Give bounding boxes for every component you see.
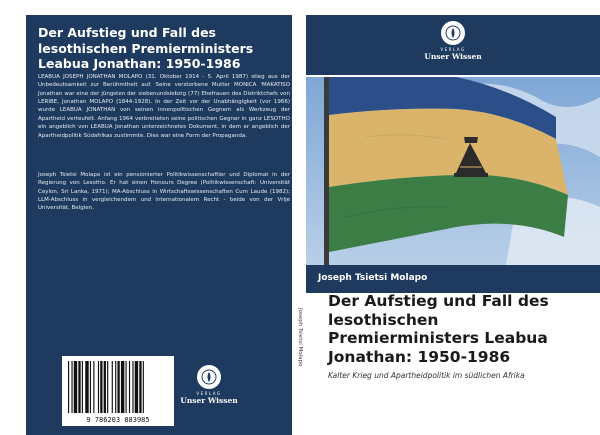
front-title-line: Premierministers Leabua [328, 329, 548, 348]
front-cover-subtitle: Kalter Krieg und Apartheidpolitik im südlichen Afrika [328, 371, 525, 380]
front-title-line: Jonathan: 1950-1986 [328, 347, 511, 366]
publisher-verlag-label: VERLAG [440, 47, 466, 52]
barcode-bar [98, 361, 99, 413]
barcode-bar [117, 361, 119, 413]
front-author: Joseph Tsietsi Molapo [306, 265, 600, 293]
back-title-line: Der Aufstieg und Fall des [38, 25, 216, 40]
publisher-name: Unser Wissen [424, 52, 482, 61]
barcode-bar [82, 361, 83, 413]
barcode-bar [135, 361, 138, 413]
barcode-bar [78, 361, 80, 413]
publisher-logo-front [420, 21, 486, 61]
book-description: LEABUA JOSEPH JONATHAN MOLAPO (31. Oktober 1914 - 5. April 1987) stieg aus der Unbedeutsamkeit zur Berühmtheit auf. Seine verstorbene Mutter MONICA 'MAKATISO Jonathan war eine der jüngsten der siebenundsiebzig (77) Ehefrauen des Distriktchefs von LERIBE, Jonathan MOLAPO (1844-1928). In der Zeit vor der Unabhängigkeit (vor 1966) wurde LEABUA JONATHAN von seinen innenpolitischen Gegnern als Werkzeug der Apartheid verteufelt. Anfang 1964 verbreiteten seine politischen Gegner in ganz LESOTHO ein angeblich von LEABUA Jonathan unterzeichnetes Dokument, in dem er angeblich der Apartheidpolitik Südafrikas zustimmte. Dies war eine Form der Propaganda. [38, 74, 290, 139]
lesotho-flag-photo [306, 77, 600, 265]
isbn-number: 9 786203 883985 [86, 416, 150, 424]
barcode-bar [112, 361, 113, 413]
barcode-bar [68, 361, 69, 413]
barcode-bar [139, 361, 141, 413]
barcode-bar [93, 361, 94, 413]
barcode-bar [90, 361, 91, 413]
barcode-bar [85, 361, 88, 413]
spine-author: Joseph Tsietsi Molapo [297, 308, 303, 367]
back-cover-title [38, 25, 288, 72]
back-title-line: lesothischen Premierministers [38, 40, 254, 56]
author-biography: Joseph Tsietsi Molapo ist ein pensionierter Politikwissenschaftler und Diplomat in der Regierung von Lesotho. Er hat einen Honours Degree (Politikwissenschaft: Universität Ceylon, Sri Lanka, 1971); MA-Abschluss in Wirtschaftswissenschaften Cum Laude (1982); LLM-Abschluss in vergleichendem und internationalem Recht - beide von der Vrije Universität, Belgien. [38, 172, 290, 212]
barcode-bar [71, 361, 72, 413]
front-title-line: lesothischen [328, 310, 439, 329]
front-title-line: Der Aufstieg und Fall des [328, 292, 549, 310]
barcode-bar [132, 361, 133, 413]
isbn-barcode [62, 356, 174, 426]
flag-pole [324, 77, 329, 265]
barcode-bar [100, 361, 102, 413]
publisher-emblem-icon [197, 365, 221, 389]
spine [292, 15, 306, 435]
barcode-bar [115, 361, 116, 413]
back-cover [26, 15, 292, 435]
publisher-logo-back [179, 365, 239, 405]
publisher-verlag-label: VERLAG [196, 391, 222, 396]
barcode-bar [129, 361, 130, 413]
barcode-bar [104, 361, 106, 413]
back-title-line: Leabua Jonathan: 1950-1986 [38, 56, 241, 72]
barcode-bar [121, 361, 124, 413]
barcode-bar [74, 361, 77, 413]
publisher-emblem-icon [441, 21, 465, 45]
publisher-name: Unser Wissen [180, 396, 238, 405]
front-cover [306, 15, 600, 435]
barcode-bar [126, 361, 127, 413]
barcode-bar [107, 361, 108, 413]
front-cover-title [328, 292, 596, 366]
barcode-bar [143, 361, 144, 413]
